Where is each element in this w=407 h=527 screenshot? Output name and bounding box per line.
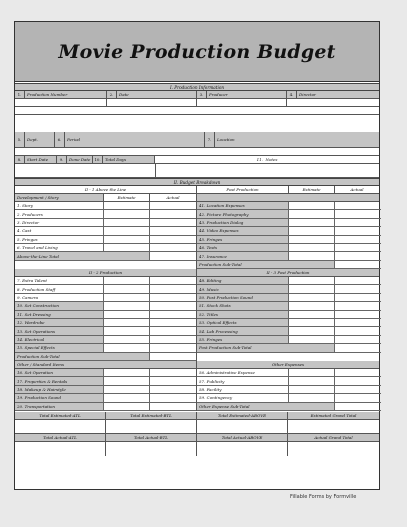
row-label: 20. Transportation — [15, 403, 104, 410]
table-row — [197, 261, 381, 269]
production-number-input[interactable] — [15, 99, 107, 106]
page-title: Movie Production Budget — [58, 40, 336, 63]
estimate-cell[interactable] — [104, 403, 150, 410]
estimate-cell[interactable] — [289, 244, 335, 251]
table-row — [15, 210, 196, 218]
actual-cell[interactable] — [335, 386, 381, 393]
row-label: 51. Stock Shots — [197, 302, 289, 309]
other-table — [15, 369, 379, 411]
table-row — [197, 285, 381, 293]
estimate-cell[interactable] — [104, 219, 150, 226]
estimate-cell[interactable] — [289, 311, 335, 318]
total-value-cell[interactable] — [15, 420, 106, 433]
actual-header: Actual — [350, 187, 364, 192]
actual-cell[interactable] — [150, 327, 196, 334]
row-label: 59. Contingency — [197, 394, 289, 401]
field-number: 8. — [15, 156, 25, 163]
row-label: 3. Director — [15, 219, 104, 226]
dept-label: Dept. — [25, 132, 55, 147]
field-number: 9. — [57, 156, 67, 163]
actual-cell[interactable] — [150, 302, 196, 309]
row-label: 11. Set Dressing — [15, 311, 104, 318]
start-date-label: Start Date — [25, 156, 57, 163]
actual-cell[interactable] — [335, 244, 381, 251]
above-line-header: II - 1 Above the Line — [15, 186, 197, 193]
estimate-cell[interactable] — [104, 344, 150, 351]
actual-cell[interactable] — [335, 394, 381, 401]
total-label: Total Actual-BTL — [106, 434, 197, 441]
post-production-column — [197, 277, 381, 361]
table-row — [197, 227, 381, 235]
row-label: 2. Producers — [15, 210, 104, 217]
row-label: 16. Set Operation — [15, 369, 104, 376]
actual-cell[interactable] — [335, 336, 381, 343]
estimate-cell[interactable] — [104, 244, 150, 251]
estimate-cell[interactable] — [289, 394, 335, 401]
title-band — [15, 22, 379, 82]
table-row — [197, 369, 381, 377]
row-label: 55. Fringes — [197, 336, 289, 343]
estimate-cell[interactable] — [289, 327, 335, 334]
table-row — [197, 302, 381, 310]
row-label: 18. Makeup & Hairstyle — [15, 386, 104, 393]
row-label: 45. Fringes — [197, 236, 289, 243]
actual-cell[interactable] — [335, 327, 381, 334]
estimate-header: Estimate — [289, 186, 335, 193]
total-value-cell[interactable] — [288, 442, 379, 456]
actual-cell[interactable] — [335, 261, 381, 268]
production-column — [15, 277, 197, 361]
actual-cell[interactable] — [150, 319, 196, 326]
row-label: 48. Editing — [197, 277, 289, 284]
actual-cell[interactable] — [150, 353, 196, 360]
estimate-cell[interactable] — [289, 377, 335, 384]
estimate-cell[interactable] — [289, 210, 335, 217]
estimate-cell[interactable] — [104, 202, 150, 209]
row-label: 1. Story — [15, 202, 104, 209]
row-label: 14. Electrical — [15, 336, 104, 343]
total-label: Estimated Grand Total — [310, 413, 357, 418]
column-header-row — [15, 186, 379, 194]
estimate-cell[interactable] — [289, 369, 335, 376]
row-label: 42. Picture Photography — [197, 210, 289, 217]
row-label: 58. Facility — [197, 386, 289, 393]
row-label: 52. Titles — [197, 311, 289, 318]
estimate-header: Estimate — [104, 194, 150, 201]
period-label: Period — [65, 132, 205, 147]
actual-cell[interactable] — [150, 311, 196, 318]
total-value-cell[interactable] — [288, 420, 379, 433]
actual-cell[interactable] — [150, 403, 196, 410]
table-row — [197, 336, 381, 344]
field-number: 7. — [205, 132, 215, 147]
column-subheader-row — [15, 194, 379, 202]
table-row — [197, 311, 381, 319]
totals-estimated-labels — [15, 412, 379, 420]
table-row — [15, 202, 196, 210]
estimate-cell[interactable] — [104, 394, 150, 401]
table-row — [197, 244, 381, 252]
production-header: II - 2 Production — [15, 269, 197, 276]
row-label: 53. Optical Effects — [197, 319, 289, 326]
actual-cell[interactable] — [150, 394, 196, 401]
estimate-cell[interactable] — [104, 277, 150, 284]
estimate-cell[interactable] — [289, 202, 335, 209]
estimate-cell[interactable] — [289, 302, 335, 309]
actual-cell[interactable] — [335, 277, 381, 284]
director-input[interactable] — [287, 99, 379, 106]
total-label: Total Estimated-ATL — [15, 412, 106, 419]
actual-header: Actual — [150, 194, 197, 201]
row-label: 41. Location Expenses — [197, 202, 289, 209]
row-label: 54. Lab Processing — [197, 327, 289, 334]
estimate-cell[interactable] — [104, 302, 150, 309]
above-line-table — [15, 202, 379, 269]
table-row — [15, 377, 196, 385]
actual-cell[interactable] — [150, 252, 196, 259]
date-label: Date — [117, 91, 197, 98]
table-row — [197, 386, 381, 394]
actual-cell[interactable] — [150, 386, 196, 393]
actual-cell[interactable] — [335, 377, 381, 384]
estimate-cell[interactable] — [289, 227, 335, 234]
producer-input[interactable] — [197, 99, 287, 106]
actual-cell[interactable] — [335, 252, 381, 259]
row-label: 47. Insurance — [197, 252, 289, 259]
table-row — [15, 353, 196, 361]
actual-cell[interactable] — [150, 285, 196, 292]
estimate-cell[interactable] — [289, 336, 335, 343]
estimate-cell[interactable] — [289, 277, 335, 284]
estimate-cell[interactable] — [289, 319, 335, 326]
post-column — [197, 202, 381, 269]
table-row — [15, 302, 196, 310]
estimate-cell[interactable] — [289, 236, 335, 243]
estimate-cell[interactable] — [104, 386, 150, 393]
row-label: 8. Production Staff — [15, 285, 104, 292]
row-label: Above-the-Line Total — [15, 252, 150, 259]
other-left-header: Other / Standard Items — [15, 361, 197, 368]
actual-cell[interactable] — [150, 377, 196, 384]
table-row — [197, 252, 381, 260]
row-label: 12. Wardrobe — [15, 319, 104, 326]
estimate-cell[interactable] — [104, 227, 150, 234]
actual-cell[interactable] — [335, 311, 381, 318]
estimate-cell[interactable] — [289, 386, 335, 393]
actual-cell[interactable] — [335, 227, 381, 234]
row-label: Post Production Sub-Total — [197, 344, 335, 351]
other-header-row — [15, 361, 379, 369]
total-value-cell[interactable] — [106, 420, 197, 433]
table-row — [15, 327, 196, 335]
table-row — [15, 294, 196, 302]
production-number-label: Production Number — [25, 91, 107, 98]
table-row — [15, 319, 196, 327]
actual-cell[interactable] — [150, 294, 196, 301]
total-label: Total Actual-ATL — [15, 434, 106, 441]
table-row — [15, 219, 196, 227]
notes-input[interactable] — [156, 164, 379, 177]
totals-estimated-values — [15, 420, 379, 434]
total-value-cell[interactable] — [197, 420, 288, 433]
estimate-cell[interactable] — [104, 369, 150, 376]
actual-cell[interactable] — [150, 219, 196, 226]
row-label: 4. Cast — [15, 227, 104, 234]
table-row — [15, 386, 196, 394]
info-row-2-fields — [15, 132, 379, 148]
date-input[interactable] — [107, 99, 197, 106]
table-row — [197, 377, 381, 385]
production-header-row — [15, 269, 379, 277]
other-right-column — [197, 369, 381, 411]
row-label: 44. Video Expenses — [197, 227, 289, 234]
table-row — [197, 236, 381, 244]
info-row-2-blank[interactable] — [15, 148, 379, 156]
actual-cell[interactable] — [335, 369, 381, 376]
table-row — [15, 252, 196, 260]
field-number: 10. — [93, 156, 103, 163]
actual-cell[interactable] — [150, 244, 196, 251]
table-row — [197, 327, 381, 335]
table-row — [15, 394, 196, 402]
estimate-cell[interactable] — [104, 236, 150, 243]
actual-cell[interactable] — [150, 227, 196, 234]
row-label: 6. Travel and Living — [15, 244, 104, 251]
estimate-cell[interactable] — [289, 294, 335, 301]
producer-label: Producer — [207, 91, 287, 98]
above-line-column — [15, 202, 197, 269]
director-label: Director — [299, 91, 316, 97]
table-row — [15, 285, 196, 293]
total-label: Actual Grand Total — [314, 435, 353, 440]
table-row — [15, 369, 196, 377]
row-label: 43. Production Dialog — [197, 219, 289, 226]
field-number: 5. — [15, 132, 25, 147]
table-row — [15, 336, 196, 344]
row-label: 50. Post Production Sound — [197, 294, 289, 301]
estimate-cell[interactable] — [104, 377, 150, 384]
field-number: 2. — [107, 91, 117, 98]
location-label: Location — [217, 137, 235, 142]
row-label: 46. Tests — [197, 244, 289, 251]
actual-cell[interactable] — [150, 344, 196, 351]
table-row — [197, 294, 381, 302]
table-row — [197, 202, 381, 210]
notes-label: Notes — [265, 157, 278, 162]
table-row — [15, 403, 196, 411]
row-label: 7. Extra Talent — [15, 277, 104, 284]
actual-cell[interactable] — [335, 319, 381, 326]
actual-cell[interactable] — [335, 202, 381, 209]
row-label: 19. Production Sound — [15, 394, 104, 401]
total-value-cell[interactable] — [106, 442, 197, 456]
table-row — [197, 319, 381, 327]
actual-cell[interactable] — [150, 236, 196, 243]
post-header: Post Production — [197, 186, 289, 193]
total-label: Total Estimated-ABOVE — [197, 412, 288, 419]
table-row — [15, 244, 196, 252]
table-row — [197, 210, 381, 218]
row-label: 57. Publicity — [197, 377, 289, 384]
estimate-cell[interactable] — [104, 294, 150, 301]
row-label: 9. Camera — [15, 294, 104, 301]
total-value-cell[interactable] — [15, 442, 106, 456]
field-number: 11. — [256, 157, 263, 162]
info-row-3-blank[interactable] — [15, 164, 379, 178]
section-budget-breakdown — [15, 178, 379, 186]
estimate-cell[interactable] — [104, 285, 150, 292]
table-row — [15, 311, 196, 319]
estimate-cell[interactable] — [104, 336, 150, 343]
table-row — [197, 344, 381, 352]
dates-input[interactable] — [15, 164, 156, 177]
actual-cell[interactable] — [335, 236, 381, 243]
actual-cell[interactable] — [150, 210, 196, 217]
field-number: 4. — [287, 91, 297, 98]
other-right-header: Other Expenses — [271, 362, 305, 367]
table-row — [15, 227, 196, 235]
other-left-column — [15, 369, 197, 411]
estimate-cell[interactable] — [289, 252, 335, 259]
total-label: Total Estimated-BTL — [106, 412, 197, 419]
estimate-cell[interactable] — [104, 319, 150, 326]
table-row — [15, 236, 196, 244]
total-label: Total Actual-ABOVE — [197, 434, 288, 441]
section-label: I. Production Information — [169, 84, 225, 90]
actual-cell[interactable] — [335, 285, 381, 292]
actual-cell[interactable] — [335, 302, 381, 309]
section-label: II. Budget Breakdown — [173, 179, 221, 185]
table-row — [197, 403, 381, 411]
row-label: 5. Fringes — [15, 236, 104, 243]
actual-cell[interactable] — [150, 202, 196, 209]
done-date-label: Done Date — [67, 156, 93, 163]
estimate-cell[interactable] — [104, 210, 150, 217]
footer-credit: Fillable Forms by Formville — [290, 494, 357, 500]
row-label: 13. Set Operations — [15, 327, 104, 334]
post-production-header: II - 3 Post Production — [266, 270, 310, 275]
field-number: 6. — [55, 132, 65, 147]
actual-cell[interactable] — [335, 219, 381, 226]
production-table — [15, 277, 379, 361]
field-number: 3. — [197, 91, 207, 98]
field-number: 1. — [15, 91, 25, 98]
row-label: 15. Special Effects — [15, 344, 104, 351]
actual-cell[interactable] — [335, 294, 381, 301]
estimate-cell[interactable] — [289, 219, 335, 226]
row-label: Production Sub-Total — [197, 261, 335, 268]
row-label: 49. Music — [197, 285, 289, 292]
row-label: 10. Set Construction — [15, 302, 104, 309]
section-production-info — [15, 83, 379, 91]
table-row — [197, 277, 381, 285]
info-row-2 — [15, 107, 379, 115]
actual-cell[interactable] — [150, 369, 196, 376]
estimate-cell[interactable] — [289, 285, 335, 292]
actual-cell[interactable] — [150, 336, 196, 343]
post-items-shade — [197, 194, 379, 201]
estimate-cell[interactable] — [104, 311, 150, 318]
dev-story-header: Development / Story — [15, 194, 104, 201]
estimate-cell[interactable] — [104, 327, 150, 334]
info-row-3-fields — [15, 156, 379, 164]
notes-label-cell — [155, 156, 379, 163]
actual-cell[interactable] — [335, 403, 381, 410]
actual-cell[interactable] — [335, 210, 381, 217]
budget-form — [14, 21, 380, 490]
totals-actual-values — [15, 442, 379, 456]
row-label: 56. Administrative Expense — [197, 369, 289, 376]
total-days-label: Total Days — [103, 156, 155, 163]
table-row — [15, 277, 196, 285]
row-label: Other Expense Sub-Total — [197, 403, 335, 410]
table-row — [15, 344, 196, 352]
total-value-cell[interactable] — [197, 442, 288, 456]
table-row — [197, 394, 381, 402]
info-row-1 — [15, 91, 379, 107]
row-label: 17. Properties & Rentals — [15, 377, 104, 384]
totals-actual-labels — [15, 434, 379, 442]
actual-cell[interactable] — [150, 277, 196, 284]
row-label: Production Sub-Total — [15, 353, 150, 360]
actual-cell[interactable] — [335, 344, 381, 351]
table-row — [197, 219, 381, 227]
